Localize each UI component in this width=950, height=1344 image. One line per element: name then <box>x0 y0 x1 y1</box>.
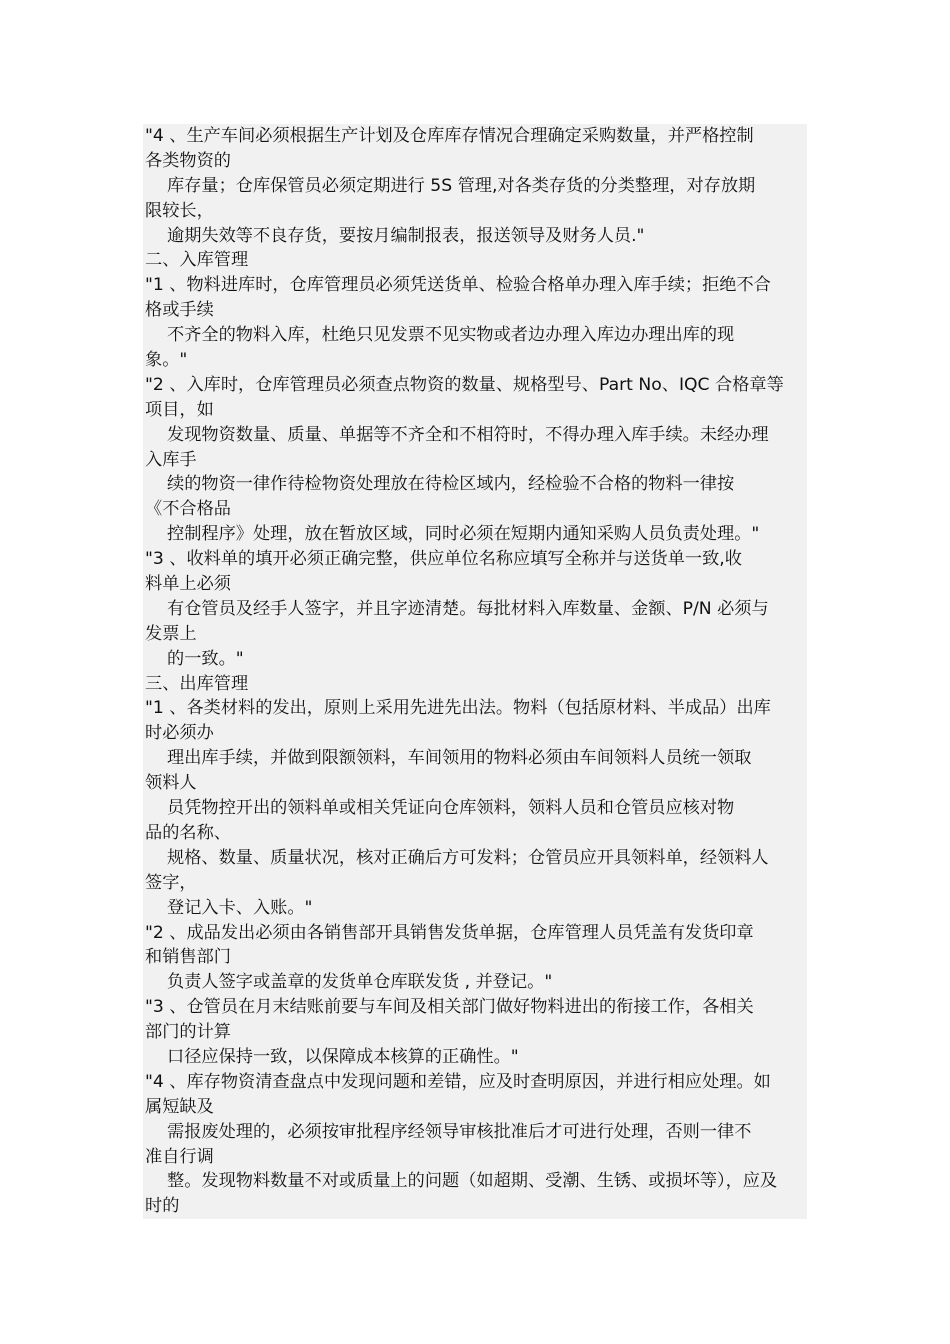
text-line: 《不合格品 <box>145 499 231 520</box>
text-line: "4 、生产车间必须根据生产计划及仓库库存情况合理确定采购数量，并严格控制 <box>145 126 754 146</box>
text-line: 续的物资一律作待检物资处理放在待检区域内，经检验不合格的物料一律按 <box>167 474 735 495</box>
text-line: 有仓管员及经手人签字，并且字迹清楚。每批材料入库数量、金额、P/N 必须与 <box>167 598 769 619</box>
text-line: 的一致。" <box>167 648 244 669</box>
text-line: 格或手续 <box>145 300 214 321</box>
text-line: 部门的计算 <box>145 1022 231 1043</box>
text-line: 三、出库管理 <box>145 673 249 694</box>
text-line: "1 、物料进库时，仓库管理员必须凭送货单、检验合格单办理入库手续；拒绝不合 <box>145 275 771 296</box>
text-line: 逾期失效等不良存货，要按月编制报表，报送领导及财务人员." <box>167 225 645 246</box>
text-line: 入库手 <box>145 449 197 470</box>
text-line: 规格、数量、质量状况，核对正确后方可发料；仓管员应开具领料单，经领料人 <box>167 847 769 868</box>
text-line: "2 、成品发出必须由各销售部开具销售发货单据，仓库管理人员凭盖有发货印章 <box>145 922 754 943</box>
text-line: 发现物资数量、质量、单据等不齐全和不相符时，不得办理入库手续。未经办理 <box>167 424 769 445</box>
text-line: 控制程序》处理，放在暂放区域，同时必须在短期内通知采购人员负责处理。" <box>167 524 760 545</box>
text-line: 发票上 <box>145 623 197 644</box>
text-line: 和销售部门 <box>145 947 231 968</box>
text-line: 登记入卡、入账。" <box>167 897 313 918</box>
text-line: 领料人 <box>145 773 197 794</box>
text-line: 需报废处理的，必须按审批程序经领导审核批准后才可进行处理，否则一律不 <box>167 1121 752 1142</box>
text-line: 品的名称、 <box>145 822 231 843</box>
text-line: 员凭物控开出的领料单或相关凭证向仓库领料，领料人员和仓管员应核对物 <box>167 798 735 819</box>
text-line: 二、入库管理 <box>145 250 249 271</box>
text-line: 准自行调 <box>145 1146 214 1167</box>
text-line: 签字， <box>145 872 197 893</box>
text-line: "2 、入库时，仓库管理员必须查点物资的数量、规格型号、Part No、IQC 合格章等 <box>145 374 784 395</box>
text-block <box>143 124 807 1219</box>
text-line: 属短缺及 <box>145 1096 214 1117</box>
text-line: 不齐全的物料入库，杜绝只见发票不见实物或者边办理入库边办理出库的现 <box>167 325 735 346</box>
text-line: 象。" <box>145 350 188 371</box>
text-line: 各类物资的 <box>145 150 231 171</box>
text-line: 理出库手续，并做到限额领料，车间领用的物料必须由车间领料人员统一领取 <box>167 748 752 769</box>
text-line: 负责人签字或盖章的发货单仓库联发货 , 并登记。" <box>167 972 553 993</box>
text-line: "4 、库存物资清查盘点中发现问题和差错，应及时查明原因，并进行相应处理。如 <box>145 1071 771 1092</box>
text-line: 限较长， <box>145 200 214 221</box>
text-line: 项目，如 <box>145 399 214 420</box>
text-line: "3 、收料单的填开必须正确完整，供应单位名称应填写全称并与送货单一致,收 <box>145 549 742 570</box>
text-line: 口径应保持一致，以保障成本核算的正确性。" <box>167 1046 519 1067</box>
text-line: "3 、仓管员在月末结账前要与车间及相关部门做好物料进出的衔接工作，各相关 <box>145 997 754 1018</box>
text-line: 时必须办 <box>145 723 214 744</box>
text-line: 时的 <box>145 1196 180 1217</box>
text-line: 库存量；仓库保管员必须定期进行 5S 管理,对各类存货的分类整理，对存放期 <box>167 175 756 196</box>
text-line: 整。发现物料数量不对或质量上的问题（如超期、受潮、生锈、或损坏等），应及 <box>167 1171 778 1192</box>
text-line: "1 、各类材料的发出，原则上采用先进先出法。物料（包括原材料、半成品）出库 <box>145 698 771 719</box>
text-line: 料单上必须 <box>145 574 231 595</box>
